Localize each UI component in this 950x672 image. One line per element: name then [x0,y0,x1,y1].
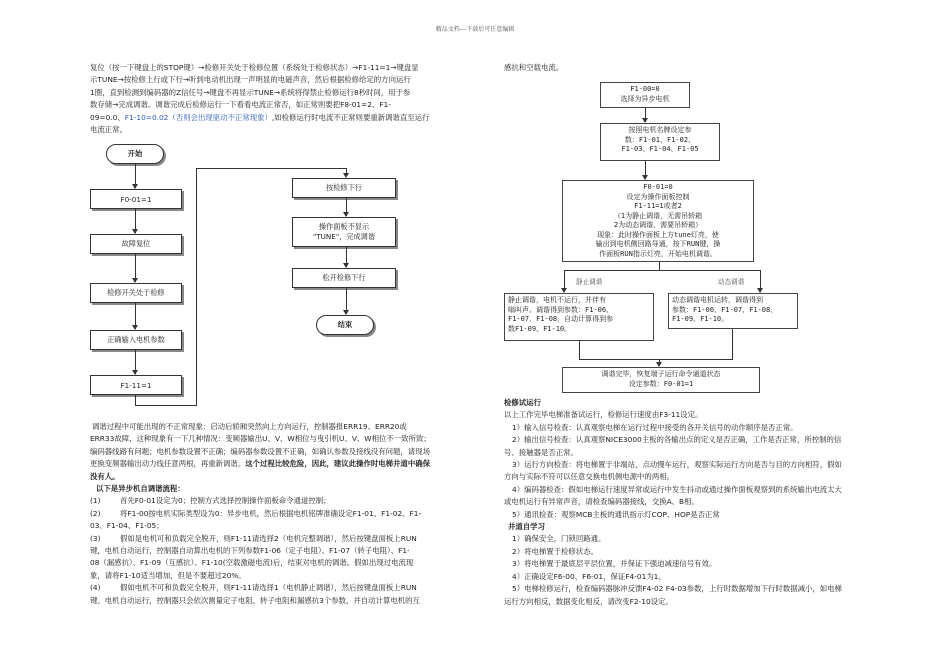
intro-text: 09=0.0、 [90,112,125,122]
steps-list [90,495,468,607]
label-dynamic-tuning: 动态调谐 [718,278,745,286]
left-column-lower [90,421,468,607]
intro-line: 电流正常。 [90,125,127,135]
intro-line: 1圈，直到检测到编码器的Z信任号→键盘不再显示TUNE→系统将得禁止检修运行8秒时间，用于参 [90,87,411,97]
step-line [90,582,468,594]
flow-step-f1-11: F1-11=1 [90,375,182,395]
check-item: 方向与实际不符可以任意交换电机侧电源中的两相。 [504,472,674,482]
flow-text: 操作面板不显示 [318,222,370,231]
step-line: 08（漏感抗）、F1-09（互感抗）、F1-10(空载激磁电流)后，结束对电机的调谐。假如出现过电流现 [90,558,414,568]
flow-line [135,405,197,406]
section-title: 以下是异步机自调谐流程： [96,484,185,494]
intro-text: ,如检修运行时电流不正常则要重新调谐直至运行 [271,112,430,122]
flow-line [732,329,733,359]
flow-line [135,395,136,405]
intro-line [90,112,468,124]
right-column-lower [504,397,874,608]
para-line: 感抗和空载电流。 [504,63,564,72]
step-line [90,495,468,507]
intro-line: 示TUNE→按检修上行或下行→听到电动机出现一声明显的电磁声音，然后根据检修给定的方向运行 [90,75,411,85]
learning-item: 4）正确设定F6-00、F6-01，保证F4-01为1。 [512,571,666,581]
para-line: 编码器线路有问题；电机参数设置不正确；编码器参数设置不正确，如确认参数及接线没有问题，请现场 [90,446,430,456]
flow-line [579,341,580,359]
step-line: 03、F1-04、F1-05； [90,521,164,531]
section-title: 井道自学习 [508,522,545,532]
step-line: 键、电机自动运行，控制器只会依次测量定子电阻、转子电阻和漏感抗3个参数，并自动计算电机的互 [90,595,420,605]
flow-tuning-complete: 调谐完毕，恢复端子运行命令通道状态 设定参数：F0-01=1 [562,367,760,393]
step-number: (1) [90,496,101,506]
intro-line: 数存储→完成调谐。调谐完成后检修运行一下看看电流正常否，如正常则要把F8-01=2、F1- [90,100,392,110]
flow-step-f0-01: F0-01=1 [90,189,182,209]
intro-line: 复位（按一下键盘上的STOP键）→检修开关处于检修位置（系统处于检修状态）→F1-11=1→键盘显 [90,63,419,72]
sync-tuning-flowchart [88,140,468,410]
step-number: (4) [90,583,101,593]
flow-step-inspection: 检修开关处于检修 [90,283,182,303]
flow-step-release: 松开检修下行 [292,268,396,288]
para-line [90,458,468,470]
para-line: 调谐过程中可能出现的不正常现象：启动后轿厢突然向上方向运行，控制器报ERR19、ERR20或 [92,422,407,431]
flow-line [196,168,346,169]
label-static-tuning: 静止调谐 [576,278,603,286]
flow-panel-control: F0-01=0 设定为操作面板控制 F1-11=1或者2 （1为静止调谐，无需吊轿箱 2为动态调谐，需要吊轿箱） 现象：此时操作面板上方tune灯亮，使 输出到电机侧回路导通，按下RUN键，操 作面板RUN指示灯亮，开始电机调谐。 [562,180,754,262]
step-text: 将F1-00按电机实际类型设为0：异步电机，然后根据电机铭牌准确设定F1-01、F1-02、F1- [120,508,422,518]
flow-nameplate-params: 按照电机名牌设定参 数：F1-01、F1-02、 F1-03、F1-04、F1-05 [600,123,720,161]
flow-static-tuning: 静止调谐，电机不运行，并伴有 嗡叫声。调谐得到参数：F1-06、 F1-07、F1-08，自动计算得到参 数F1-09、F1-10。 [504,293,654,341]
step-text: 首先F0-01设定为0；控制方式选择控制操作面板命令通道控制； [120,496,331,506]
step-line: 键，电机自动运行，控制器自动算出电机的下列参数F1-06（定子电阻）、F1-07（转子电阻）、F1- [90,546,410,556]
flow-line [659,262,660,270]
para-line: ERR33故障，这种现象有一下几种情况：变频器输出U、V、W相位与曳引机U、V、W相位不一致所致； [90,434,431,444]
warning-text: F1-10=0.02（否则会出现驱动不正常现象） [124,112,272,122]
flow-step-tune-done [292,217,396,247]
step-number: (2) [90,508,101,518]
flow-start: 开始 [106,144,164,164]
check-item: 5）通讯检查：观察MCB主板的通讯指示灯COP、HOP是否正常 [512,509,720,519]
async-tuning-flowchart [504,78,874,400]
para-line: 以上工作完毕电梯准备试运行，检修运行速度由F3-11设定。 [504,410,703,420]
para-line: 没有人。 [90,471,120,481]
flow-dynamic-tuning: 动态调谐电机运转，调谐得到 参数：F1-06、F1-07、F1-08、 F1-09、F1-10。 [668,293,798,329]
section-title: 检修试运行 [504,398,541,407]
flow-async-motor: F1-00=0 选择为异步电机 [600,82,690,108]
learning-item: 运行方向相反，数据变化相反，请改变F2-10设定。 [504,596,673,606]
flow-line [196,168,197,406]
page-header: 精品文档---下载后可任意编辑 [435,26,515,33]
para-text: 更换变频器输出动力线任意两根，再重新调谐。 [90,459,246,469]
learning-item: 5）电梯检修运行，检查编码器脉冲反馈F4-02 F4-03参数，上行时数据增加下行时数据减小，如电梯 [512,584,842,594]
check-item: 2）输出信号检查：认真观察NICE3000主板的各输出点的定义是否正确，工作是否正常，所控制的信 [512,435,842,445]
learning-item: 3）将电梯置于最底层平层位置，并保证下强迫减速信号有效。 [512,559,717,569]
warning-text: 这个过程比较危险，因此，建议此操作时电梯井道中确保 [245,459,430,469]
right-column [504,62,874,74]
step-text: 假如是电机可和负载完全脱开，则F1-11请选择2（电机完整调谐），然后按键盘面板上RUN [120,533,417,543]
flow-step-motor-params: 正确输入电机参数 [90,330,182,350]
flow-step-down: 按检修下行 [292,178,396,198]
flow-line [579,359,733,360]
flow-end: 结束 [316,315,374,335]
step-number: (3) [90,533,101,543]
learning-item: 1）确保安全，门锁回路通。 [512,534,606,544]
learning-item: 2）将电梯置于检修状态。 [512,546,599,556]
check-item: 或电机运行有异常声音，请检查编码器接线，交换A、B相。 [504,497,699,507]
inspection-checks-list [504,422,874,521]
step-line: 象，请将F1-10适当增加，但是不要超过20%。 [90,570,246,580]
left-column [90,62,468,136]
flow-step-fault-reset: 故障复位 [90,234,182,254]
check-item: 1）输入信号检查：认真观察电梯在运行过程中接受的各开关信号的动作顺序是否正常。 [512,422,798,432]
flow-line [564,270,760,271]
flow-text: "TUNE"，完成调谐 [312,232,376,241]
step-line [90,533,468,545]
shaft-learning-list [504,533,874,607]
step-line [90,508,468,520]
check-item: 3）运行方向检查：将电梯置于非端站，点动慢车运行，观察实际运行方向是否与目的方向相符，假如 [512,460,842,470]
step-text: 假如电机不可和负载完全脱开，则F1-11请选择1（电机静止调谐），然后按键盘面板上RUN [120,583,417,593]
check-item: 号、接触器是否正常。 [504,447,578,457]
check-item: 4）编码器检查：假如电梯运行速度异常或运行中发生抖动或通过操作面板观察到的系统输出电流太大 [512,484,842,494]
